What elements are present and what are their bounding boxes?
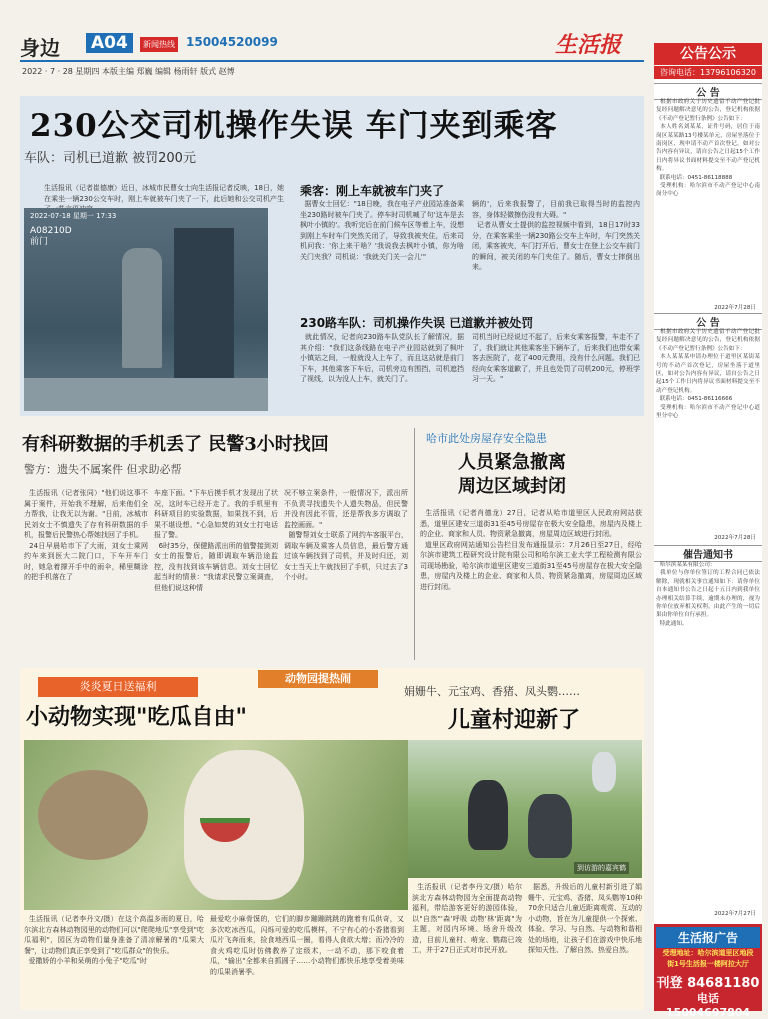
page-code: A04 [86, 33, 133, 53]
lead-section1-col1: 据曹女士回忆："18日晚，我在电子产业园站准备乘坐230路时被车门夹了。停车时司机喊了句'这车是去枫叶小镇的'。我听完后在前门候车区等着上车，没想到刚上车时车门突然关闭了，导致我被夹住，后来司机问我：'你上来干啥？'我说我去枫叶小镇，你为啥关门夹我？司机说：'我就关门关一会儿'" [300, 200, 464, 261]
header-rule [20, 60, 644, 62]
housing-kicker: 哈市此处房屋存安全隐患 [426, 432, 547, 445]
lead-headline: 230公交司机操作失误 车门夹到乘客 [30, 108, 558, 144]
lead-section2-col2: 司机当时已经说过不起了，后来女乘客报警，车走不了了，我们就让其他乘客坐下辆车了，后来我们也带女乘客去医院了，花了400元费用，没有什么问题。我们已经向女乘客道歉了，并且也处罚了司机200元，停班学习一天。" [472, 333, 640, 383]
lead-section2-title: 230路车队：司机操作失误 已道歉并被处罚 [300, 316, 534, 330]
ad-phone-1: 刊登 84681180 [656, 976, 760, 991]
zoo-left-col2: 最爱吃小麻骨馍的，它们的脚步蹦蹦跳跳的跑着有瓜供奇，又多次吃冰西瓜，闪烁可爱的吃瓜模样，不宁有心的小香猪看到瓜片飞奔而来，捡食地西瓜一圈，看得人食欲大增；而冷冷的食火鸡吃瓜时仿佛教养了定级术，一动不动，那下咬食着瓜，"输出"全都来自抓圆子……小动物们都快乐地享受着美味的瓜果消暑季。 [210, 915, 404, 976]
notice2-heading: 公 告 [654, 313, 762, 330]
notice1-heading: 公 告 [654, 83, 762, 100]
notice-sidebar [654, 43, 762, 1019]
phone-story-col3: 况不够立案条件，一般情况下，派出所不负责寻找遗失个人遗失物品，但民警并没有因此不管，还是帮我多方调取了监控画面。" 随警帮刘女士联系了网约车客服平台，调取车辆及乘客人员信息，最后警方通过该车辆找到了司机，并及时归还，刘女士当天上午就找回了手机，只过去了3个小时。 [284, 489, 409, 581]
zoo-left-kicker: 炎炎夏日送福利 [38, 677, 198, 697]
hotline-number: 15004520099 [186, 35, 278, 49]
crane-body-3 [592, 752, 616, 792]
zoo-banner: 动物园提热闹 [258, 670, 378, 688]
lead-section1-col2: 辆的'，后来我报警了，目前我已取得当时的监控内容，身体轻微擦伤没有大碍。" 记者从曹女士提供的监控视频中看到，18日17时33分，在乘客乘坐一辆230路公交车上车时，车门突然关闭，乘客被夹，车门打开后，曹女士在登上公交车前门的瞬间，被关闭的车门夹住了。随后，曹女士摔倒出来。 [472, 200, 640, 271]
zoo-left-headline: 小动物实现"吃瓜自由" [26, 704, 247, 730]
passenger-figure [122, 248, 162, 368]
zoo-right-col1: 生活报讯（记者李丹文/摄）哈尔滨北方森林动物园为全面提高动物福利，带给游客更好的游园体验，以"自然"'森'呼吸 动物'林'距离"为主题，对园内环境、场舍升级改造，目前儿童村、萌宠、鹦鹉已竣工，并于27日正式对市民开放。 [412, 883, 523, 954]
lead-intro: 生活报讯（记者崔德康）近日，冰城市民曹女士向生活报记者反映，18日，她在乘坐一辆230公交车时，刚上车就被车门夹了一下，此后她和公交司机产生 [44, 184, 284, 203]
phone-story-col2: 车座下面。"下车后摸手机才发现出了状况，这时车已经开走了。我的手机里有科研项目的实验数据，如果找不到，后果不堪设想。"心急如焚的刘女士打电话报了警。 6时35分，保健路派出所的值警接到刘女士的报警后，随即调取车辆沿途监控，没有找到该车辆信息。刘女士回忆起当时的情景："我请求民警立案调查，但他们说这种情 [154, 489, 278, 592]
zoo-right-kicker: 娟姗牛、元宝鸡、香猪、凤头鹦…… [404, 685, 580, 698]
housing-headline: 人员紧急撤离 周边区域封闭 [458, 452, 566, 497]
zoo-right-col2: 据悉，升级后的儿童村新引进了娟姗牛、元宝鸡、香猪、凤头鹦等10种70余只适合儿童近距离观赏、互动的小动物，旨在为儿童提供一个探索、体验、学习、与自然、与动物和谐相处的场地，让孩子们在游戏中快乐地探知天性、了解自然、热爱自然。 [528, 883, 643, 954]
bus-door [174, 228, 234, 378]
lead-section2-col1: 就此情况，记者向230路车队党队长了解情况，据其介绍："我们这条线路在电子产业园站就到了枫叶小镇站之间，一般就没人上车了，而且这站就是前门下车，其他乘客下车后，司机旁边有围挡，司机遮挡了视线，以为没人上车，就关门了。 [300, 333, 464, 383]
crowned-crane-photo [408, 740, 642, 878]
notice3-heading: 催告通知书 [654, 545, 762, 562]
ad-phone-2: 电话 15004697804 [665, 992, 751, 1019]
notice2-body: 根据市政府关于历史遗留不动产登记批复经问题解决意见的公告，登记机构依据《不动产登记暂行条例》公告如下： 本人某某某申请办理位于道里区某街某号的不动产首次登记，房屋坐落于道里区，如对公告内容有异议，请自公告之日起15个工作日内将异议书面材料提交至不动产登记机构。 联系电话：0451-86116666 受理机构：哈尔滨市不动产登记中心道里分中心 [656, 329, 760, 420]
notice1-date: 2022年7月28日 [714, 305, 756, 311]
phone-story-headline: 有科研数据的手机丢了 民警3小时找回 [22, 434, 329, 455]
date-line: 2022 · 7 · 28 星期四 本版主编 郑巍 编辑 杨雨轩 版式 赵博 [22, 67, 235, 76]
photo-camera-tag: A08210D 前门 [30, 226, 72, 247]
phone-story-subhead: 警方：遗失不属案件 但求助必帮 [24, 463, 182, 476]
animal-group [38, 770, 148, 860]
zoo-left-col1: 生活报讯（记者李丹文/摄）在这个高温多雨的夏日，哈尔滨北方森林动物园里的动物们可以"爬爬地瓜"享受到"吃瓜福利"，园区为动物们量身准备了清凉解暑的"瓜果大餐"，让动物们真正享受到了"吃瓜群众"的快乐。 爱撒娇的小羊和呆萌的小兔子"吃瓜"时 [24, 915, 205, 965]
notice2-date: 2022年7月28日 [714, 535, 756, 541]
phone-story-col1: 生活报讯（记者张同）"他们说这事不属于案件，开始我不理解，后来他们全力帮我，让我无以为谢。"日前，冰城市民刘女士不慎遗失了存有科研数据的手机，报警后民警热心帮她找回了手机。 24日早晨哈市下了大雨，刘女士乘网约车来到医大二院门口，下车开车门时，她急着撑开手中的雨伞，稀里糊涂的把手机落在了 [24, 489, 148, 581]
housing-body: 生活报讯（记者肖德龙）27日，记者从哈市道里区人民政府网站获悉，道里区建安三道街31至45号房屋存在极大安全隐患，房屋内及楼上的企业、商家和人员、物资紧急撤离，房屋周边区域进行封闭。 道里区政府网站通知公告栏目发布通报显示：7月26日至27日，经哈尔滨市建筑工程研究设计院有限公司和哈尔滨工业大学工程检测有限公司现场勘验，哈尔滨市道里区建安三道街31至45号房屋存在极大安全隐患，房屋内及楼上的企业、商家和人员、物资紧急撤离，房屋周边区域进行封闭。 [420, 509, 642, 591]
ad-address-1: 受理地址：哈尔滨道里区地段 [662, 949, 754, 957]
notice3-date: 2022年7月27日 [714, 911, 756, 917]
sidebar-title: 公告公示 [654, 43, 762, 65]
crane-body-2 [528, 794, 572, 858]
column-divider [414, 428, 415, 660]
lead-section1-title: 乘客：刚上车就被车门夹了 [300, 184, 445, 198]
ad-box [654, 924, 762, 1019]
photo-timestamp: 2022-07-18 星期一 17:33 [30, 212, 117, 220]
hotline-label: 新闻热线 [140, 37, 178, 52]
goat-eating-melon-photo [24, 740, 408, 910]
bus-surveillance-photo [24, 208, 268, 411]
section-name: 身边 [20, 36, 60, 60]
sidebar-phone: 咨询电话：13796106320 [654, 65, 762, 79]
ad-address-2: 街1号生活报一楼阿拉大厅 [667, 960, 749, 968]
lead-subhead: 车队：司机已道歉 被罚200元 [24, 151, 196, 166]
newspaper-logo: 生活报 [555, 32, 622, 58]
notice3-body: 哈尔滨某某有限公司： 我单位与你单位签订的工程合同已依法解除，现就相关事宜通知如下：请你单位自本通知书公告之日起十五日内到我单位办理相关结算手续，逾期未办理的，视为你单位放弃相关权利，由此产生的一切后果由你单位自行承担。 特此通知。 [656, 562, 760, 627]
ad-title: 生活报广告 [656, 927, 760, 948]
crane-body-1 [468, 780, 508, 850]
bus-floor [24, 378, 268, 411]
bird-photo-caption: 到访游的嘉宾鹤 [574, 862, 629, 874]
zoo-right-headline: 儿童村迎新了 [448, 707, 581, 733]
notice1-body: 根据市政府关于历史遗留不动产登记批复经问题解决意见的公告，登记机构依据《不动产登记暂行条例》公告如下： 本人姓名刘某某，证件号码，居住于南岗区某某路13号楼某单元，房屋坐落位于南岗区，现申请不动产首次登记，如对公告内容有异议，请自公告之日起15个工作日内将异议书面材料提交至不动产登记机构。 联系电话：0451-86118888 受理机构：哈尔滨市不动产登记中心南岗分中心 [656, 99, 760, 198]
